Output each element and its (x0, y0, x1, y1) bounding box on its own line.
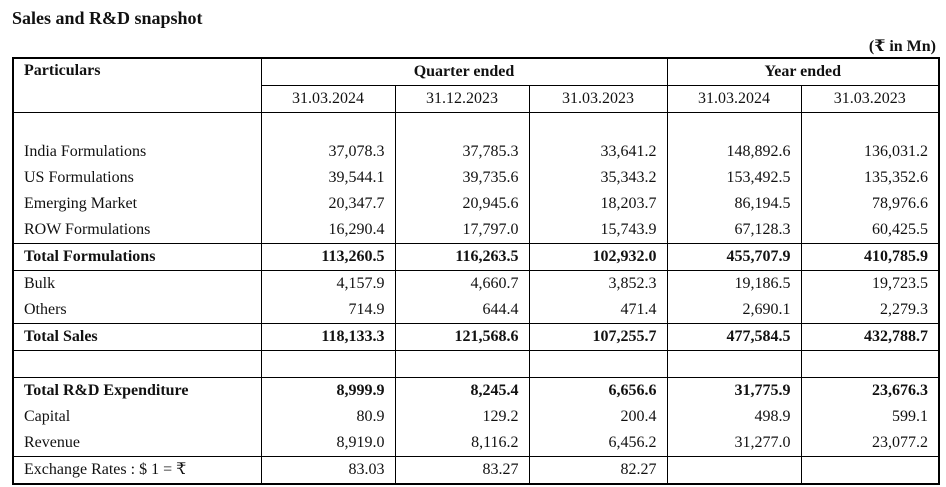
cell-value: 498.9 (667, 404, 801, 430)
cell-value: 80.9 (261, 404, 395, 430)
cell-value: 23,676.3 (801, 378, 939, 405)
unit-label: (₹ in Mn) (868, 38, 936, 55)
table-row (13, 297, 939, 324)
table-row (13, 165, 939, 191)
cell-value: 37,785.3 (395, 139, 529, 165)
cell-value: 8,116.2 (395, 430, 529, 457)
cell-value: 200.4 (529, 404, 667, 430)
cell-value: 67,128.3 (667, 217, 801, 244)
row-label: India Formulations (13, 139, 261, 165)
row-label: Emerging Market (13, 191, 261, 217)
table-row (13, 139, 939, 165)
cell-value: 8,919.0 (261, 430, 395, 457)
cell-value: 86,194.5 (667, 191, 801, 217)
quarter-ended-header: Quarter ended (261, 58, 667, 86)
table-row-total (13, 378, 939, 405)
cell-value: 83.27 (395, 457, 529, 485)
cell-value: 148,892.6 (667, 139, 801, 165)
cell-value: 432,788.7 (801, 324, 939, 351)
particulars-header: Particulars (13, 58, 261, 113)
cell-value: 118,133.3 (261, 324, 395, 351)
table-row (13, 457, 939, 485)
cell-value: 31,277.0 (667, 430, 801, 457)
row-label: ROW Formulations (13, 217, 261, 244)
table-row (13, 217, 939, 244)
cell-value: 2,279.3 (801, 297, 939, 324)
cell-value: 39,735.6 (395, 165, 529, 191)
cell-value: 20,347.7 (261, 191, 395, 217)
cell-value: 107,255.7 (529, 324, 667, 351)
cell-value: 410,785.9 (801, 244, 939, 271)
row-label: Revenue (13, 430, 261, 457)
page-title: Sales and R&D snapshot (12, 8, 203, 28)
cell-value: 477,584.5 (667, 324, 801, 351)
table-row (13, 191, 939, 217)
row-label: Total Formulations (13, 244, 261, 271)
cell-value: 15,743.9 (529, 217, 667, 244)
cell-value: 4,157.9 (261, 271, 395, 298)
date-header: 31.12.2023 (395, 86, 529, 113)
spacer-row (13, 113, 939, 140)
cell-value: 4,660.7 (395, 271, 529, 298)
cell-value: 83.03 (261, 457, 395, 485)
row-label: Bulk (13, 271, 261, 298)
empty-cell (801, 457, 939, 485)
cell-value: 455,707.9 (667, 244, 801, 271)
separator-row (13, 351, 939, 378)
cell-value: 39,544.1 (261, 165, 395, 191)
cell-value: 135,352.6 (801, 165, 939, 191)
cell-value: 82.27 (529, 457, 667, 485)
cell-value: 17,797.0 (395, 217, 529, 244)
cell-value: 19,723.5 (801, 271, 939, 298)
date-header: 31.03.2024 (667, 86, 801, 113)
cell-value: 129.2 (395, 404, 529, 430)
cell-value: 644.4 (395, 297, 529, 324)
table-row-total (13, 324, 939, 351)
cell-value: 121,568.6 (395, 324, 529, 351)
date-header: 31.03.2023 (529, 86, 667, 113)
table-row-total (13, 244, 939, 271)
cell-value: 35,343.2 (529, 165, 667, 191)
row-label: Total R&D Expenditure (13, 378, 261, 405)
date-header: 31.03.2024 (261, 86, 395, 113)
year-ended-header: Year ended (667, 58, 939, 86)
date-header: 31.03.2023 (801, 86, 939, 113)
cell-value: 78,976.6 (801, 191, 939, 217)
row-label: Exchange Rates : $ 1 = ₹ (13, 457, 261, 485)
row-label: Total Sales (13, 324, 261, 351)
cell-value: 8,245.4 (395, 378, 529, 405)
cell-value: 3,852.3 (529, 271, 667, 298)
cell-value: 60,425.5 (801, 217, 939, 244)
row-label: US Formulations (13, 165, 261, 191)
cell-value: 37,078.3 (261, 139, 395, 165)
cell-value: 31,775.9 (667, 378, 801, 405)
cell-value: 102,932.0 (529, 244, 667, 271)
cell-value: 599.1 (801, 404, 939, 430)
row-label: Others (13, 297, 261, 324)
cell-value: 18,203.7 (529, 191, 667, 217)
empty-cell (667, 457, 801, 485)
cell-value: 6,656.6 (529, 378, 667, 405)
sales-rd-table (12, 57, 940, 485)
row-label: Capital (13, 404, 261, 430)
cell-value: 136,031.2 (801, 139, 939, 165)
cell-value: 471.4 (529, 297, 667, 324)
cell-value: 153,492.5 (667, 165, 801, 191)
cell-value: 113,260.5 (261, 244, 395, 271)
cell-value: 33,641.2 (529, 139, 667, 165)
cell-value: 714.9 (261, 297, 395, 324)
cell-value: 16,290.4 (261, 217, 395, 244)
cell-value: 20,945.6 (395, 191, 529, 217)
cell-value: 2,690.1 (667, 297, 801, 324)
cell-value: 116,263.5 (395, 244, 529, 271)
cell-value: 6,456.2 (529, 430, 667, 457)
cell-value: 23,077.2 (801, 430, 939, 457)
cell-value: 19,186.5 (667, 271, 801, 298)
table-row (13, 430, 939, 457)
table-row (13, 404, 939, 430)
table-row (13, 271, 939, 298)
cell-value: 8,999.9 (261, 378, 395, 405)
